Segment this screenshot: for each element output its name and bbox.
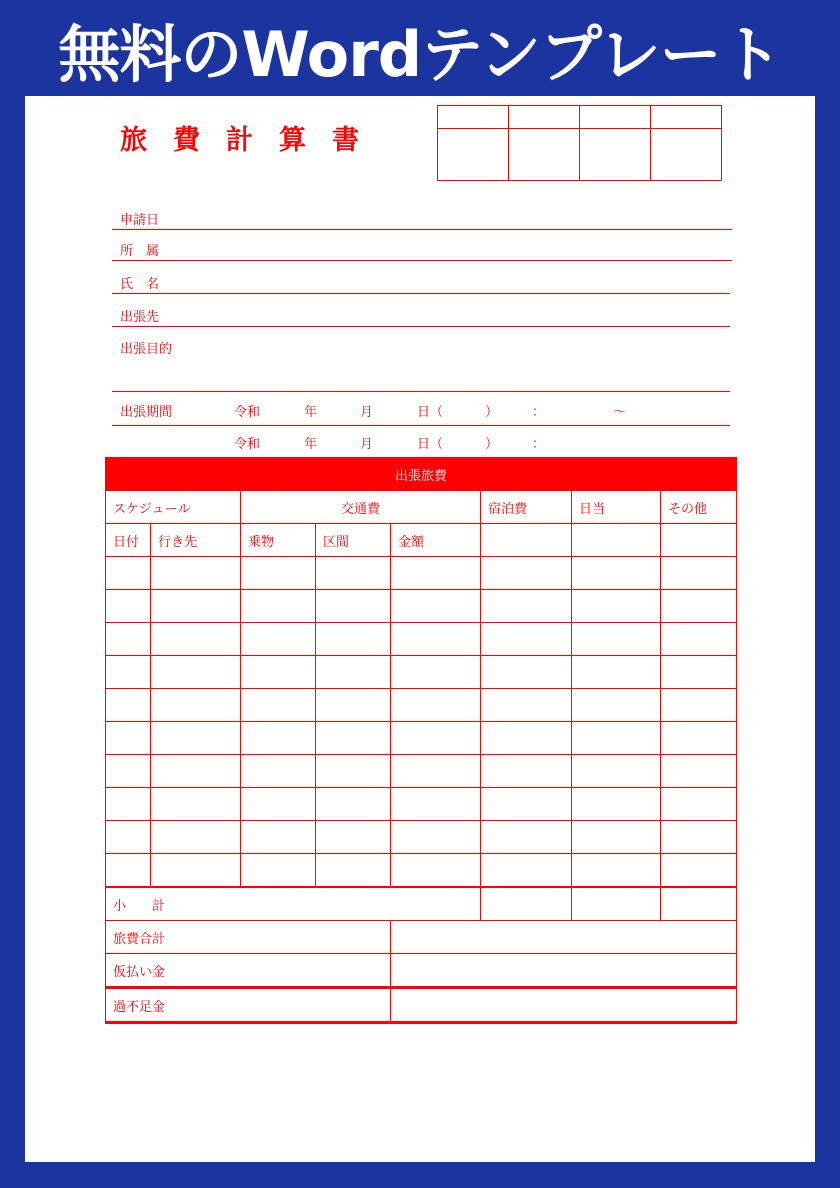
amount-cell[interactable] xyxy=(391,590,481,623)
table-row xyxy=(106,788,737,821)
vehicle-cell[interactable] xyxy=(241,854,316,888)
period-start-month: 月 xyxy=(360,405,374,420)
section-cell[interactable] xyxy=(316,821,391,854)
transport-header: 交通費 xyxy=(241,491,481,524)
vehicle-cell[interactable] xyxy=(241,689,316,722)
vehicle-cell[interactable] xyxy=(241,656,316,689)
amount-cell[interactable] xyxy=(391,689,481,722)
period-tilde: ～ xyxy=(613,405,627,420)
table-row xyxy=(106,821,737,854)
destination-cell[interactable] xyxy=(151,854,241,888)
allowance-cell[interactable] xyxy=(572,755,661,788)
lodging-cell[interactable] xyxy=(481,590,572,623)
table-row xyxy=(106,590,737,623)
application-date-field[interactable] xyxy=(112,199,732,230)
period-start-year: 年 xyxy=(304,405,318,420)
document-sheet xyxy=(25,96,815,1162)
other-cell[interactable] xyxy=(661,755,737,788)
other-cell[interactable] xyxy=(661,788,737,821)
table-row xyxy=(106,722,737,755)
vehicle-cell[interactable] xyxy=(241,623,316,656)
balance-label: 過不足金 xyxy=(106,988,391,1023)
stamp-label-cell[interactable] xyxy=(651,106,722,129)
stamp-cell[interactable] xyxy=(438,129,509,181)
destination-cell[interactable] xyxy=(151,722,241,755)
date-cell[interactable] xyxy=(106,788,151,821)
stamp-label-cell[interactable] xyxy=(509,106,580,129)
other-cell[interactable] xyxy=(661,722,737,755)
destination-cell[interactable] xyxy=(151,788,241,821)
department-label: 所 属 xyxy=(120,244,160,259)
section-cell[interactable] xyxy=(316,590,391,623)
date-cell[interactable] xyxy=(106,722,151,755)
destination-cell[interactable] xyxy=(151,656,241,689)
amount-column-header: 金額 xyxy=(391,524,481,557)
subtotal-allowance-cell[interactable] xyxy=(572,887,661,921)
other-cell[interactable] xyxy=(661,557,737,590)
application-date-label: 申請日 xyxy=(120,213,160,228)
allowance-cell[interactable] xyxy=(572,590,661,623)
destination-cell[interactable] xyxy=(151,623,241,656)
section-cell[interactable] xyxy=(316,656,391,689)
lodging-cell[interactable] xyxy=(481,755,572,788)
name-label: 氏 名 xyxy=(120,277,160,292)
amount-cell[interactable] xyxy=(391,854,481,888)
lodging-header: 宿泊費 xyxy=(481,491,572,524)
vehicle-cell[interactable] xyxy=(241,788,316,821)
purpose-field[interactable] xyxy=(112,328,730,392)
other-cell[interactable] xyxy=(661,656,737,689)
destination-cell[interactable] xyxy=(151,689,241,722)
lodging-cell[interactable] xyxy=(481,821,572,854)
stamp-cell[interactable] xyxy=(580,129,651,181)
period-end-year: 年 xyxy=(304,437,318,452)
amount-cell[interactable] xyxy=(391,788,481,821)
expense-table-title: 出張旅費 xyxy=(106,458,737,491)
table-row xyxy=(106,557,737,590)
period-end-month: 月 xyxy=(360,437,374,452)
date-column-header: 日付 xyxy=(106,524,151,557)
destination-cell[interactable] xyxy=(151,821,241,854)
date-cell[interactable] xyxy=(106,854,151,888)
period-end-colon: ： xyxy=(532,437,546,452)
advance-value-cell[interactable] xyxy=(391,954,737,988)
date-cell[interactable] xyxy=(106,689,151,722)
destination-field[interactable] xyxy=(112,296,730,327)
destination-column-header: 行き先 xyxy=(151,524,241,557)
subtotal-other-cell[interactable] xyxy=(661,887,737,921)
schedule-header: スケジュール xyxy=(106,491,241,524)
vehicle-cell[interactable] xyxy=(241,590,316,623)
section-column-header: 区間 xyxy=(316,524,391,557)
banner xyxy=(0,0,840,96)
allowance-cell[interactable] xyxy=(572,623,661,656)
amount-cell[interactable] xyxy=(391,557,481,590)
period-start-era: 令和 xyxy=(234,405,261,420)
total-label: 旅費合計 xyxy=(106,921,391,954)
approval-stamp-box xyxy=(437,105,722,181)
other-cell[interactable] xyxy=(661,854,737,888)
document-title: 旅費計算書 xyxy=(120,125,385,156)
subtotal-label: 小 計 xyxy=(106,887,481,921)
lodging-cell[interactable] xyxy=(481,788,572,821)
other-cell[interactable] xyxy=(661,689,737,722)
vehicle-column-header: 乗物 xyxy=(241,524,316,557)
stamp-label-cell[interactable] xyxy=(438,106,509,129)
other-cell[interactable] xyxy=(661,590,737,623)
lodging-cell[interactable] xyxy=(481,722,572,755)
stamp-cell[interactable] xyxy=(509,129,580,181)
subtotal-lodging-cell[interactable] xyxy=(481,887,572,921)
date-cell[interactable] xyxy=(106,623,151,656)
section-cell[interactable] xyxy=(316,623,391,656)
advance-label: 仮払い金 xyxy=(106,954,391,988)
date-cell[interactable] xyxy=(106,557,151,590)
section-cell[interactable] xyxy=(316,755,391,788)
table-row xyxy=(106,656,737,689)
allowance-column-header xyxy=(572,524,661,557)
amount-cell[interactable] xyxy=(391,656,481,689)
vehicle-cell[interactable] xyxy=(241,821,316,854)
section-cell[interactable] xyxy=(316,557,391,590)
lodging-cell[interactable] xyxy=(481,854,572,888)
date-cell[interactable] xyxy=(106,821,151,854)
date-cell[interactable] xyxy=(106,590,151,623)
allowance-cell[interactable] xyxy=(572,722,661,755)
period-end-era: 令和 xyxy=(234,437,261,452)
date-cell[interactable] xyxy=(106,656,151,689)
stamp-cell[interactable] xyxy=(651,129,722,181)
expense-rows xyxy=(106,557,737,888)
allowance-cell[interactable] xyxy=(572,689,661,722)
balance-value-cell[interactable] xyxy=(391,988,737,1023)
section-cell[interactable] xyxy=(316,689,391,722)
table-row xyxy=(106,623,737,656)
allowance-cell[interactable] xyxy=(572,788,661,821)
vehicle-cell[interactable] xyxy=(241,557,316,590)
name-field[interactable] xyxy=(112,263,730,294)
other-cell[interactable] xyxy=(661,623,737,656)
vehicle-cell[interactable] xyxy=(241,722,316,755)
total-value-cell[interactable] xyxy=(391,921,737,954)
destination-cell[interactable] xyxy=(151,557,241,590)
date-cell[interactable] xyxy=(106,755,151,788)
table-row xyxy=(106,755,737,788)
amount-cell[interactable] xyxy=(391,623,481,656)
other-column-header xyxy=(661,524,737,557)
purpose-label: 出張目的 xyxy=(120,342,173,357)
period-start-colon: ： xyxy=(532,405,546,420)
lodging-cell[interactable] xyxy=(481,656,572,689)
lodging-column-header xyxy=(481,524,572,557)
allowance-cell[interactable] xyxy=(572,656,661,689)
allowance-cell[interactable] xyxy=(572,821,661,854)
table-row xyxy=(106,689,737,722)
allowance-cell[interactable] xyxy=(572,854,661,888)
amount-cell[interactable] xyxy=(391,755,481,788)
destination-cell[interactable] xyxy=(151,755,241,788)
expense-table xyxy=(105,457,737,1024)
lodging-cell[interactable] xyxy=(481,557,572,590)
lodging-cell[interactable] xyxy=(481,689,572,722)
period-end-day: 日（ xyxy=(417,437,444,452)
department-field[interactable] xyxy=(112,230,732,261)
vehicle-cell[interactable] xyxy=(241,755,316,788)
table-row xyxy=(106,854,737,888)
stamp-label-cell[interactable] xyxy=(580,106,651,129)
allowance-cell[interactable] xyxy=(572,557,661,590)
period-label: 出張期間 xyxy=(120,405,173,420)
section-cell[interactable] xyxy=(316,854,391,888)
destination-label: 出張先 xyxy=(120,310,160,325)
other-header: その他 xyxy=(661,491,737,524)
section-cell[interactable] xyxy=(316,788,391,821)
other-cell[interactable] xyxy=(661,821,737,854)
destination-cell[interactable] xyxy=(151,590,241,623)
amount-cell[interactable] xyxy=(391,821,481,854)
daily-allowance-header: 日当 xyxy=(572,491,661,524)
lodging-cell[interactable] xyxy=(481,623,572,656)
amount-cell[interactable] xyxy=(391,722,481,755)
period-start-close: ） xyxy=(485,405,499,420)
banner-title: 無料のWordテンプレート xyxy=(58,18,782,91)
period-end-close: ） xyxy=(485,437,499,452)
period-start-day: 日（ xyxy=(417,405,444,420)
section-cell[interactable] xyxy=(316,722,391,755)
